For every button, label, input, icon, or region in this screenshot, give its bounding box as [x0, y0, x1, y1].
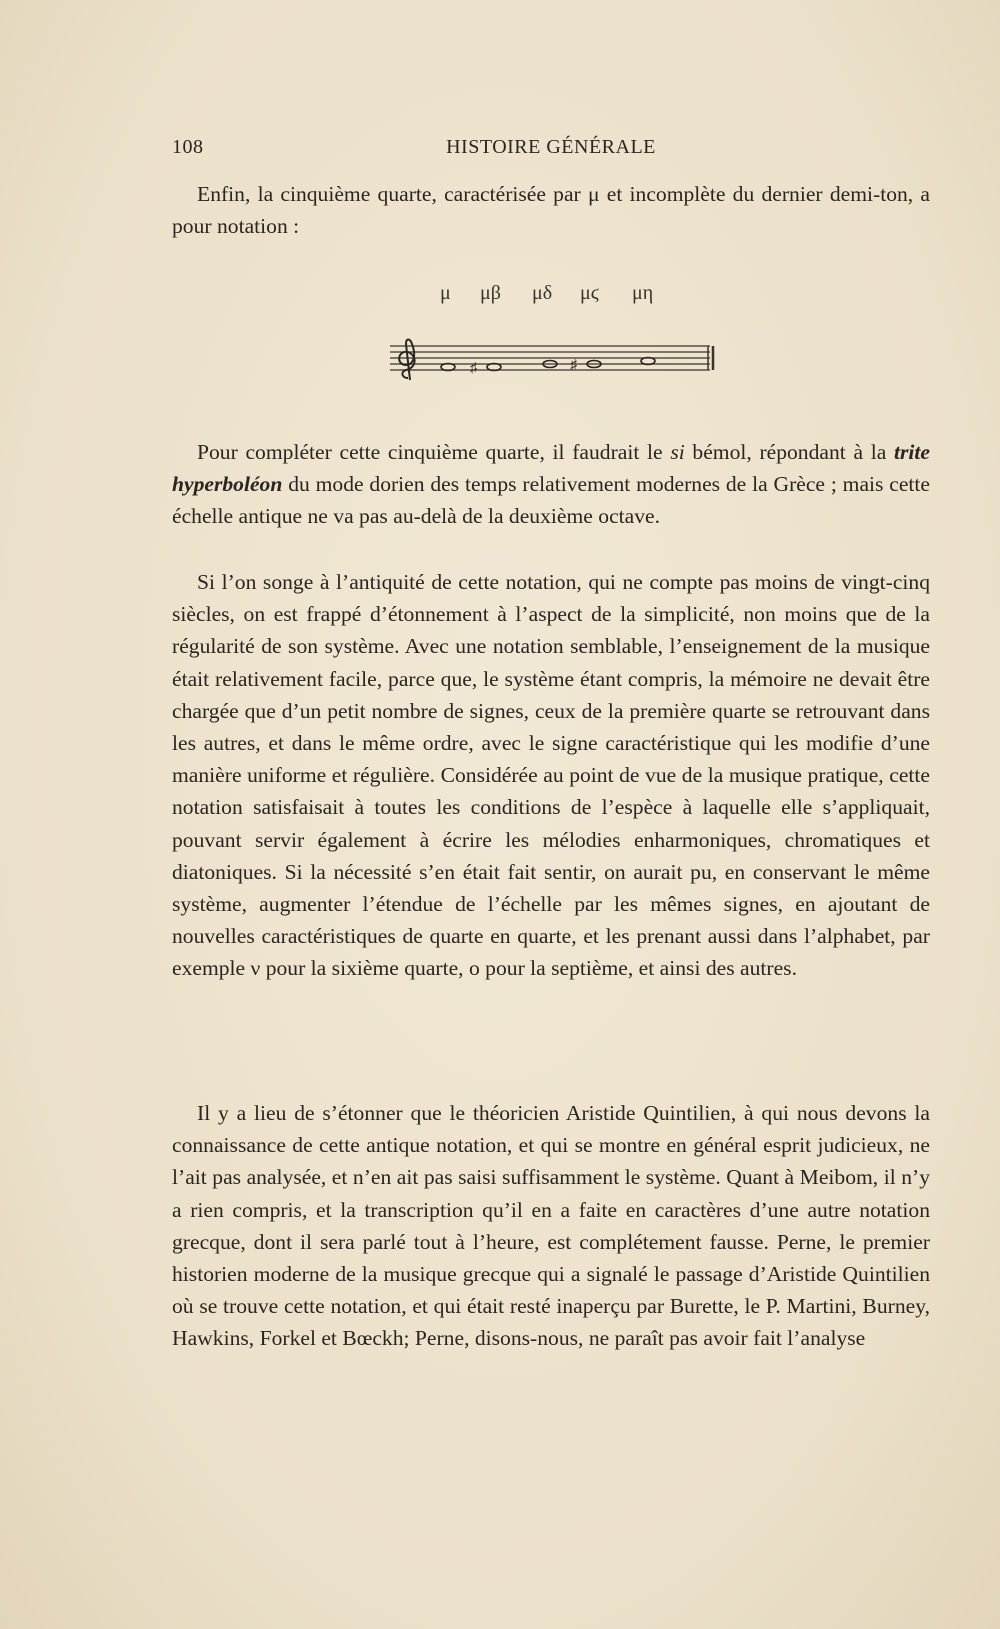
note-name-si: si	[670, 440, 685, 464]
music-notes	[441, 358, 655, 377]
paragraph-2-text: bémol, répondant à la	[684, 440, 894, 464]
greek-letter: μβ	[480, 282, 501, 304]
term-trite-hyperboleon: trite hyperboléon	[172, 440, 930, 497]
paragraph-4: Il y a lieu de s’étonner que le théoricien Aristide Quintilien, à qui nous devons la connaissance de cette antique notation, et qui se montre en général esprit judicieux, ne l’ait pas analysée, et n’en ait pas saisi suffisamment le système. Quant à Meibom, il n’y a rien compris, et la transcription qu’il en a faite en caractères d’une autre notation grecque, dont il sera parlé tout à l’heure, est complétement fausse. Perne, le premier historien moderne de la musique grecque qui a signalé le passage d’Aristide Quintilien où se trouve cette notation, et qui était resté inaperçu par Burette, le P. Martini, Burney, Hawkins, Forkel et Bœckh; Perne, disons-nous, ne paraît pas avoir fait l’analyse	[172, 1101, 930, 1351]
sharp-icon: ♯	[470, 361, 477, 376]
sharp-icon: ♯	[570, 358, 577, 373]
paragraph-2-text: Pour compléter cette cinquième quarte, il faudrait le	[197, 440, 671, 464]
greek-letter: μϛ	[580, 282, 600, 304]
greek-letter: μδ	[532, 282, 553, 304]
running-head: HISTOIRE GÉNÉRALE	[446, 136, 656, 158]
greek-letter: μη	[632, 282, 654, 304]
page-header	[172, 136, 930, 166]
music-staff	[390, 334, 720, 394]
greek-notation-row	[440, 282, 680, 312]
paragraph-2-text: du mode dorien des temps relativement modernes de la Grèce ; mais cette échelle antique ne va pas au-delà de la deuxième octave.	[172, 472, 930, 529]
page-number: 108	[172, 136, 204, 158]
paragraph-1: Enfin, la cinquième quarte, caractérisée par μ et incomplète du dernier demi-ton, a pour notation :	[172, 182, 930, 239]
greek-letter: μ	[440, 282, 451, 304]
paragraph-3: Si l’on songe à l’antiquité de cette notation, qui ne compte pas moins de vingt-cinq siècles, on est frappé d’étonnement à l’aspect de la simplicité, non moins que de la régularité de son système. Avec une notation semblable, l’enseignement de la musique était relativement facile, parce que, le système étant compris, la mémoire ne devait être chargée que d’un petit nombre de signes, ceux de la première quarte se retrouvant dans les autres, et dans le même ordre, avec le signe caractéristique qui les modifie d’une manière uniforme et régulière. Considérée au point de vue de la musique pratique, cette notation satisfaisait à toutes les conditions de l’espèce à laquelle elle s’appliquait, pouvant servir également à écrire les mélodies enharmoniques, chromatiques et diatoniques. Si la nécessité s’en était fait sentir, on aurait pu, en conservant le même système, augmenter l’étendue de l’échelle par les mêmes signes, en ajoutant de nouvelles caractéristiques de quarte en quarte, et les prenant aussi dans l’alphabet, par exemple ν pour la sixième quarte, ο pour la septième, et ainsi des autres.	[172, 570, 930, 981]
paragraph-2	[172, 436, 930, 533]
